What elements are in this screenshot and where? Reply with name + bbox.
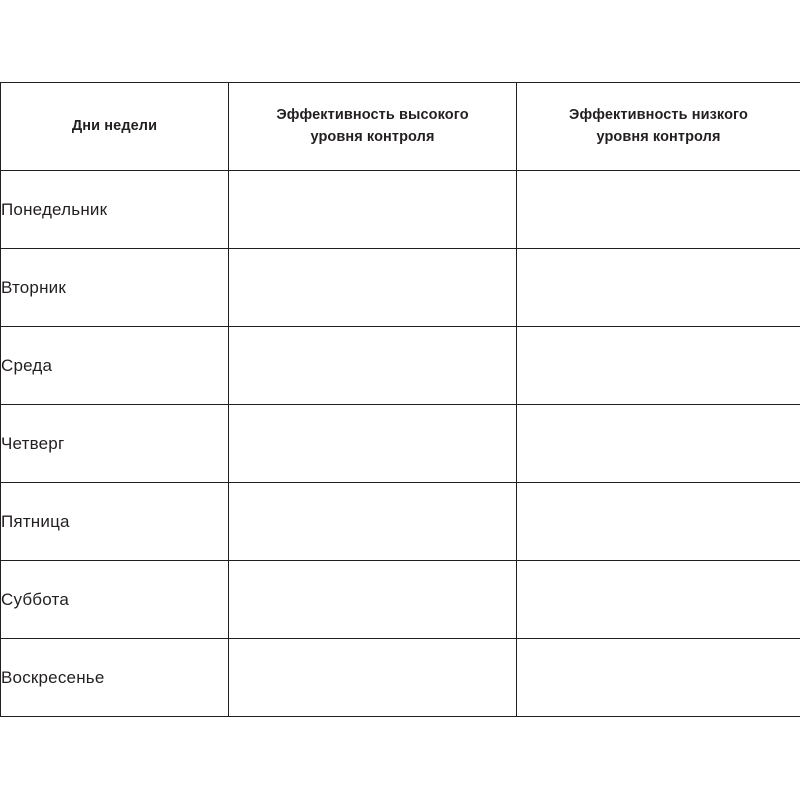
low-control-input-cell[interactable] [517, 171, 800, 249]
table-row [1, 249, 800, 327]
low-control-input-cell[interactable] [517, 639, 800, 717]
table-row [1, 171, 800, 249]
low-control-input-cell[interactable] [517, 405, 800, 483]
table-row [1, 639, 800, 717]
day-label: Вторник [1, 249, 229, 327]
day-label: Понедельник [1, 171, 229, 249]
high-control-input-cell[interactable] [229, 249, 517, 327]
table-body [1, 171, 800, 717]
table-container [0, 82, 800, 717]
high-control-input-cell[interactable] [229, 327, 517, 405]
column-header-low-control-line2: уровня контроля [596, 128, 721, 145]
day-label: Пятница [1, 483, 229, 561]
day-label: Четверг [1, 405, 229, 483]
column-header-high-control [229, 83, 517, 171]
low-control-input-cell[interactable] [517, 327, 800, 405]
high-control-input-cell[interactable] [229, 171, 517, 249]
high-control-input-cell[interactable] [229, 405, 517, 483]
weekday-control-table [0, 82, 800, 717]
day-label: Воскресенье [1, 639, 229, 717]
table-row [1, 327, 800, 405]
table-header [1, 83, 800, 171]
column-header-low-control-line1: Эффективность низкого [569, 107, 748, 124]
high-control-input-cell[interactable] [229, 483, 517, 561]
day-label: Суббота [1, 561, 229, 639]
column-header-high-control-line2: уровня контроля [310, 128, 435, 145]
table-row [1, 561, 800, 639]
table-header-row [1, 83, 800, 171]
low-control-input-cell[interactable] [517, 249, 800, 327]
table-row [1, 483, 800, 561]
low-control-input-cell[interactable] [517, 561, 800, 639]
table-row [1, 405, 800, 483]
high-control-input-cell[interactable] [229, 639, 517, 717]
column-header-days: Дни недели [1, 83, 229, 171]
column-header-low-control [517, 83, 800, 171]
low-control-input-cell[interactable] [517, 483, 800, 561]
high-control-input-cell[interactable] [229, 561, 517, 639]
column-header-high-control-line1: Эффективность высокого [276, 107, 469, 124]
day-label: Среда [1, 327, 229, 405]
